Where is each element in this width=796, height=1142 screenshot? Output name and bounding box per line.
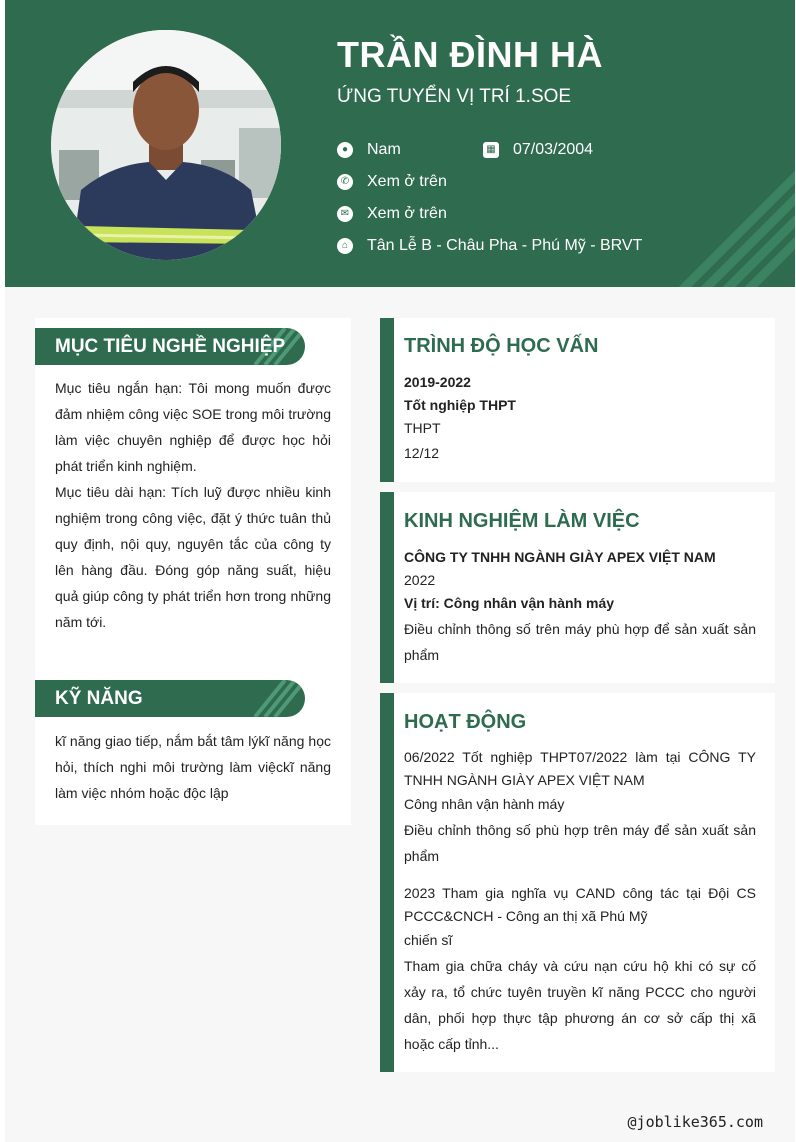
- heading-stripes: [245, 680, 305, 717]
- experience-year: 2022: [404, 572, 436, 588]
- objective-long-term: Mục tiêu dài hạn: Tích luỹ được nhiều kinh nghiệm trong công việc, đặt ý thức tuân thủ quy định, nội quy, nguyên tắc của công ty lên hàng đầu. Đóng góp năng suất, hiệu quả giúp công ty phát triển hơn trong những năm tới.: [55, 484, 331, 630]
- skills-title: KỸ NĂNG: [55, 687, 143, 709]
- activities-title: HOẠT ĐỘNG: [404, 711, 527, 733]
- activity-description: Điều chỉnh thông số phù hợp trên máy để sản xuất sản phẩm: [404, 822, 756, 864]
- experience-role: Vị trí: Công nhân vận hành máy: [404, 595, 615, 611]
- email-value: Xem ở trên: [367, 205, 447, 222]
- education-period: 2019-2022: [404, 374, 471, 390]
- profile-photo: [51, 30, 281, 260]
- skills-heading: [35, 680, 305, 717]
- section-accent-bar: [380, 693, 394, 1072]
- education-title: TRÌNH ĐỘ HỌC VẤN: [404, 335, 599, 357]
- education-card: [380, 318, 775, 482]
- address-value: Tân Lễ B - Châu Pha - Phú Mỹ - BRVT: [367, 237, 643, 254]
- phone-icon: ✆: [337, 174, 353, 190]
- activity-heading: 06/2022 Tốt nghiệp THPT07/2022 làm tại CÔNG TY TNHH NGÀNH GIÀY APEX VIỆT NAM: [404, 749, 756, 788]
- home-icon: ⌂: [337, 238, 353, 254]
- activity-role: Công nhân vận hành máy: [404, 796, 565, 812]
- left-column-card: [35, 318, 351, 825]
- experience-card: [380, 492, 775, 683]
- cv-page: [5, 0, 795, 1142]
- activity-description: Tham gia chữa cháy và cứu nạn cứu hộ khi có sự cố xảy ra, tổ chức tuyên truyền kĩ năng PCCC cho người dân, phối hợp thực tập phương án cơ sở cấp thị xã hoặc cấp tỉnh...: [404, 958, 756, 1052]
- address-row: [337, 237, 642, 255]
- activities-card: [380, 693, 775, 1072]
- phone-value: Xem ở trên: [367, 173, 447, 190]
- section-accent-bar: [380, 492, 394, 683]
- activity-role: chiến sĩ: [404, 932, 453, 948]
- email-row: [337, 205, 447, 223]
- education-school: THPT: [404, 420, 441, 436]
- skills-text: kĩ năng giao tiếp, nắm bắt tâm lýkĩ năng học hỏi, thích nghi môi trường làm việckĩ năng làm việc nhóm hoặc độc lập: [55, 733, 331, 801]
- user-icon: ●: [337, 142, 353, 158]
- birthdate-row: [483, 141, 593, 159]
- phone-row: [337, 173, 447, 191]
- gender-row: [337, 141, 401, 159]
- candidate-name: TRẦN ĐÌNH HÀ: [337, 34, 603, 75]
- experience-company: CÔNG TY TNHH NGÀNH GIÀY APEX VIỆT NAM: [404, 549, 716, 565]
- objective-heading: [35, 328, 305, 365]
- watermark: @joblike365.com: [627, 1113, 763, 1131]
- section-accent-bar: [380, 318, 394, 482]
- cv-header: [5, 0, 795, 287]
- experience-title: KINH NGHIỆM LÀM VIỆC: [404, 510, 640, 532]
- gender-value: Nam: [367, 141, 401, 158]
- applied-position: ỨNG TUYỂN VỊ TRÍ 1.SOE: [337, 86, 572, 107]
- education-grade: 12/12: [404, 445, 440, 461]
- birthdate-value: 07/03/2004: [513, 141, 594, 158]
- education-degree: Tốt nghiệp THPT: [404, 397, 516, 413]
- activity-heading: 2023 Tham gia nghĩa vụ CAND công tác tại Đội CS PCCC&CNCH - Công an thị xã Phú Mỹ: [404, 885, 756, 924]
- objective-title: MỤC TIÊU NGHỀ NGHIỆP: [55, 335, 286, 357]
- decorative-stripes: [665, 157, 795, 287]
- experience-description: Điều chỉnh thông số trên máy phù hợp để sản xuất sản phẩm: [404, 621, 756, 663]
- calendar-icon: ▦: [483, 142, 499, 158]
- mail-icon: ✉: [337, 206, 353, 222]
- objective-short-term: Mục tiêu ngắn hạn: Tôi mong muốn được đảm nhiệm công việc SOE trong môi trường làm việc chuyên nghiệp để được học hỏi phát triển kinh nghiệm.: [55, 380, 331, 474]
